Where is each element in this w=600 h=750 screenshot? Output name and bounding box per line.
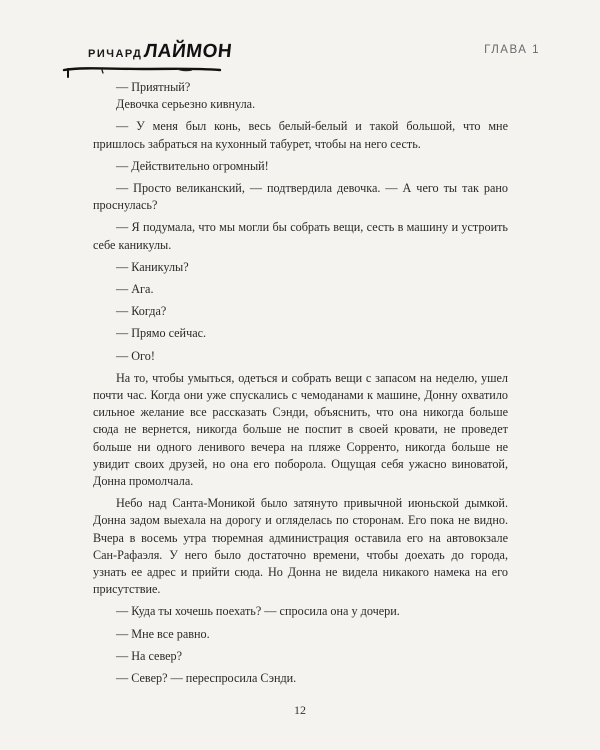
paragraph: — Север? — переспросила Сэнди.	[116, 671, 297, 686]
paragraph: — Когда?	[116, 304, 167, 319]
paragraph: — Мне все равно.	[116, 626, 210, 641]
paragraph: Девочка серьезно кивнула.	[116, 97, 256, 112]
paragraph: — У меня был конь, весь белый-белый и такой большой, что мне пришлось забраться на кухонный табурет, чтобы на него сесть.	[93, 119, 508, 151]
chapter-title: ГЛАВА 1	[484, 44, 540, 56]
page-number: 12	[294, 703, 306, 717]
paragraph: — Куда ты хочешь поехать? — спросила она у дочери.	[116, 604, 400, 619]
paragraph: — Просто великанский, — подтвердила девочка. — А чего ты так рано проснулась?	[93, 181, 508, 213]
author-first-name: РИЧАРД	[88, 48, 143, 60]
paragraph: — Приятный?	[116, 80, 191, 94]
paragraph: — Я подумала, что мы могли бы собрать вещи, сесть в машину и устроить себе каникулы.	[93, 220, 508, 252]
brush-stroke-decoration	[62, 64, 222, 78]
paragraph: На то, чтобы умыться, одеться и собрать вещи с запасом на неделю, ушел почти час. Когда они уже спускались с чемоданами к машине, Донну охватило сильное желание все рассказать Сэнди, объяснить, что она никогда больше сюда не вернется, никогда больше не поспит в своей кровати, не проведет больше ни одного ленивого вечера на пляже Сорренто, никогда больше не увидит своих друзей, но она его поборола. Ощущая себя ужасно виноватой, Донна промолчала.	[93, 370, 508, 489]
body-text	[93, 79, 508, 687]
paragraph: — Ага.	[116, 282, 154, 297]
paragraph: — На север?	[116, 648, 183, 663]
paragraph: — Прямо сейчас.	[116, 326, 207, 341]
paragraph: — Ого!	[116, 348, 155, 363]
paragraph: — Каникулы?	[116, 259, 189, 274]
paragraph: Небо над Санта-Моникой было затянуто привычной июньской дымкой. Донна задом выехала на дорогу и огляделась по сторонам. Его пока не видно. Вчера в восемь утра тюремная администрация оставила его на автовокзале Сан-Рафаэля. У него было достаточно времени, чтобы доехать до города, узнать ее адрес и прийти сюда. Но Донна не видела никакого намека на его присутствие.	[93, 496, 508, 597]
paragraph: — Действительно огромный!	[116, 158, 269, 173]
author-header	[62, 41, 234, 82]
author-last-name: ЛАЙМОН	[142, 41, 234, 62]
